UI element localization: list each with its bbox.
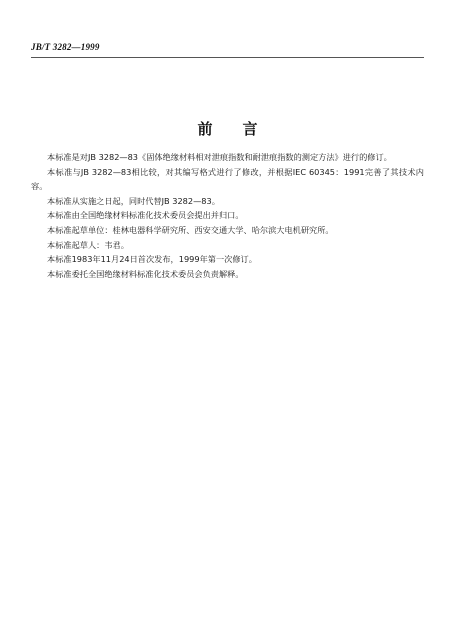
paragraph-revision: 本标准是对JB 3282—83《固体绝缘材料相对泄痕指数和耐泄痕指数的测定方法》进行的修订。 bbox=[47, 152, 392, 162]
header-divider bbox=[31, 57, 424, 58]
standard-number: JB/T 3282—1999 bbox=[31, 42, 100, 52]
paragraph-drafter: 本标准起草人：韦君。 bbox=[47, 239, 129, 250]
paragraph-drafting-units: 本标准起草单位：桂林电器科学研究所、西安交通大学、哈尔滨大电机研究所。 bbox=[47, 224, 334, 235]
paragraph-replacement: 本标准从实施之日起，同时代替JB 3282—83。 bbox=[47, 195, 220, 206]
paragraph-comparison: 本标准与JB 3282—83相比较，对其编写格式进行了修改，并根据IEC 60345：1991完善了其技术内容。 bbox=[31, 166, 424, 192]
paragraph-publication-history: 本标准1983年11月24日首次发布，1999年第一次修订。 bbox=[47, 254, 257, 265]
page-title: 前言 bbox=[197, 120, 288, 138]
foreword-body bbox=[31, 150, 424, 281]
paragraph-proposer: 本标准由全国绝缘材料标准化技术委员会提出并归口。 bbox=[47, 210, 244, 221]
paragraph-interpretation: 本标准委托全国绝缘材料标准化技术委员会负责解释。 bbox=[47, 268, 244, 279]
